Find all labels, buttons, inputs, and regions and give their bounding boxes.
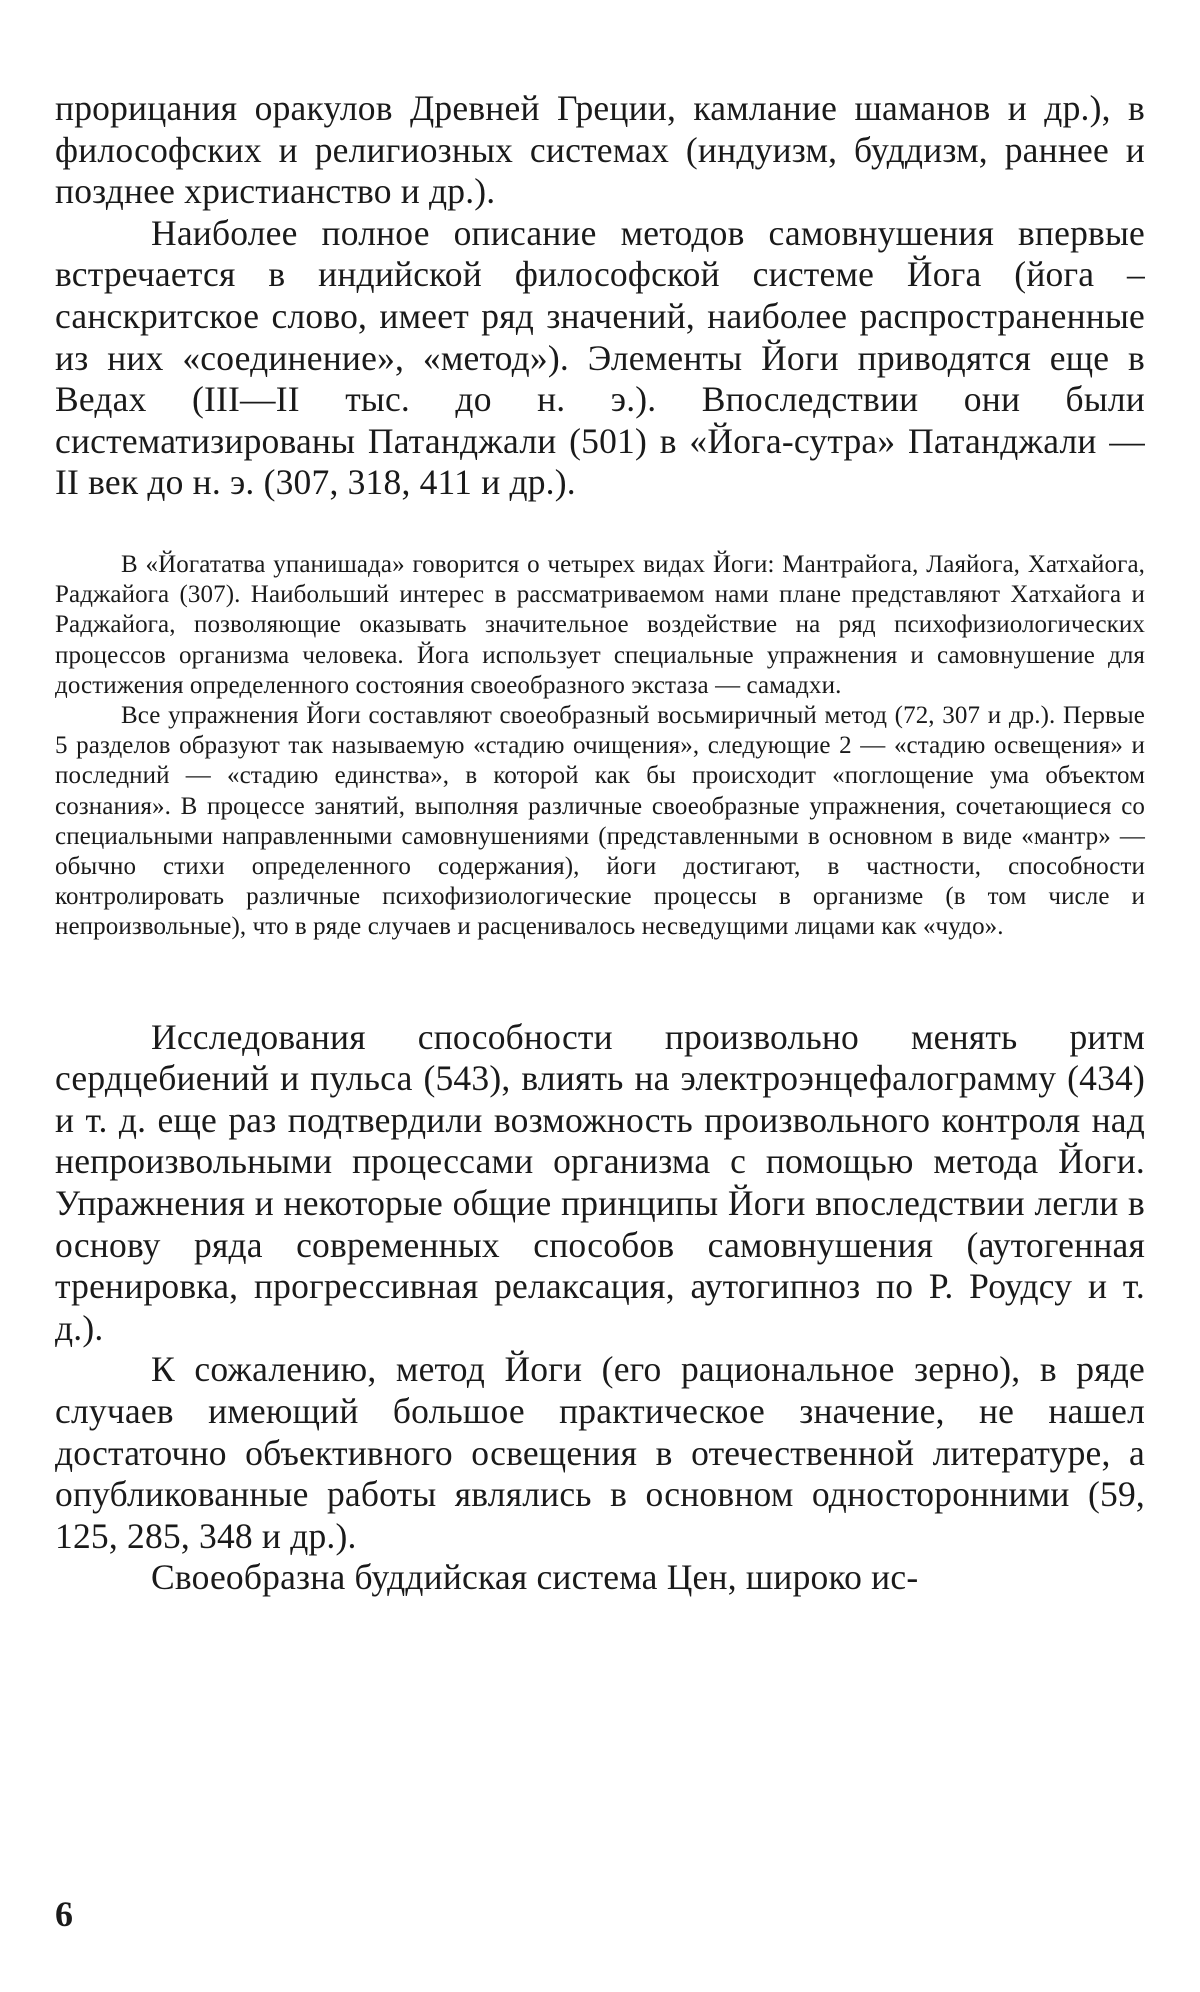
paragraph-yoga-method: Все упражнения Йоги составляют своеобразный восьмиричный метод (72, 307 и др.). Первые 5 разделов образуют так называемую «стадию очищения», следующие 2 — «стадию освещения» и последний — «стадию единства», в которой как бы происходит «поглощение ума объектом сознания». В процессе занятий, выполняя различные своеобразные упражнения, сочетающиеся со специальными направленными самовнушениями (представленными в основном в виде «мантр» — обычно стихи определенного содержания), йоги достигают, в частности, способности контролировать различные психофизиологические процессы в организме (в том числе и непроизвольные), что в ряде случаев и расценивалось несведущими лицами как «чудо». [55,701,1145,941]
page-number: 6 [55,1894,73,1934]
paragraph-continuation: прорицания оракулов Древней Греции, камлание шаманов и др.), в философских и религиозных системах (индуизм, буддизм, раннее и позднее христианство и др.). [55,88,1145,212]
book-page [55,88,1145,1599]
paragraph-yoga-origin: Наиболее полное описание методов самовнушения впервые встречается в индийской философской системе Йога (йога – санскритское слово, имеет ряд значений, наиболее распространенные из них «соединение», «метод»). Элементы Йоги приводятся еще в Ведах (III—II тыс. до н. э.). Впоследствии они были систематизированы Патанджали (501) в «Йога-сутра» Патанджали — II век до н. э. (307, 318, 411 и др.). [55,212,1145,503]
paragraph-yoga-types: В «Йогататва упанишада» говорится о четырех видах Йоги: Мантрайога, Лаяйога, Хатхайога, Раджайога (307). Наибольший интерес в рассматриваемом нами плане представляют Хатхайога и Раджайога, позволяющие оказывать значительное воздействие на ряд психофизиологических процессов организма человека. Йога использует специальные упражнения и самовнушение для достижения определенного состояния своеобразного экстаза — самадхи. [55,550,1145,699]
paragraph-zen: Своеобразна буддийская система Цен, широко ис- [151,1557,919,1598]
main-text-block-bottom [55,1017,1145,1599]
paragraph-research: Исследования способности произвольно менять ритм сердцебиений и пульса (543), влиять на электроэнцефалограмму (434) и т. д. еще раз подтвердили возможность произвольного контроля над непроизвольными процессами организма с помощью метода Йоги. Упражнения и некоторые общие принципы Йоги впоследствии легли в основу ряда современных способов самовнушения (аутогенная тренировка, прогрессивная релаксация, аутогипноз по Р. Роудсу и т. д.). [55,1016,1145,1348]
small-print-block [55,550,1145,943]
main-text-block-top [55,88,1145,504]
paragraph-regret: К сожалению, метод Йоги (его рациональное зерно), в ряде случаев имеющий большое практическое значение, не нашел достаточно объективного освещения в отечественной литературе, а опубликованные работы являлись в основном односторонними (59, 125, 285, 348 и др.). [55,1349,1145,1556]
